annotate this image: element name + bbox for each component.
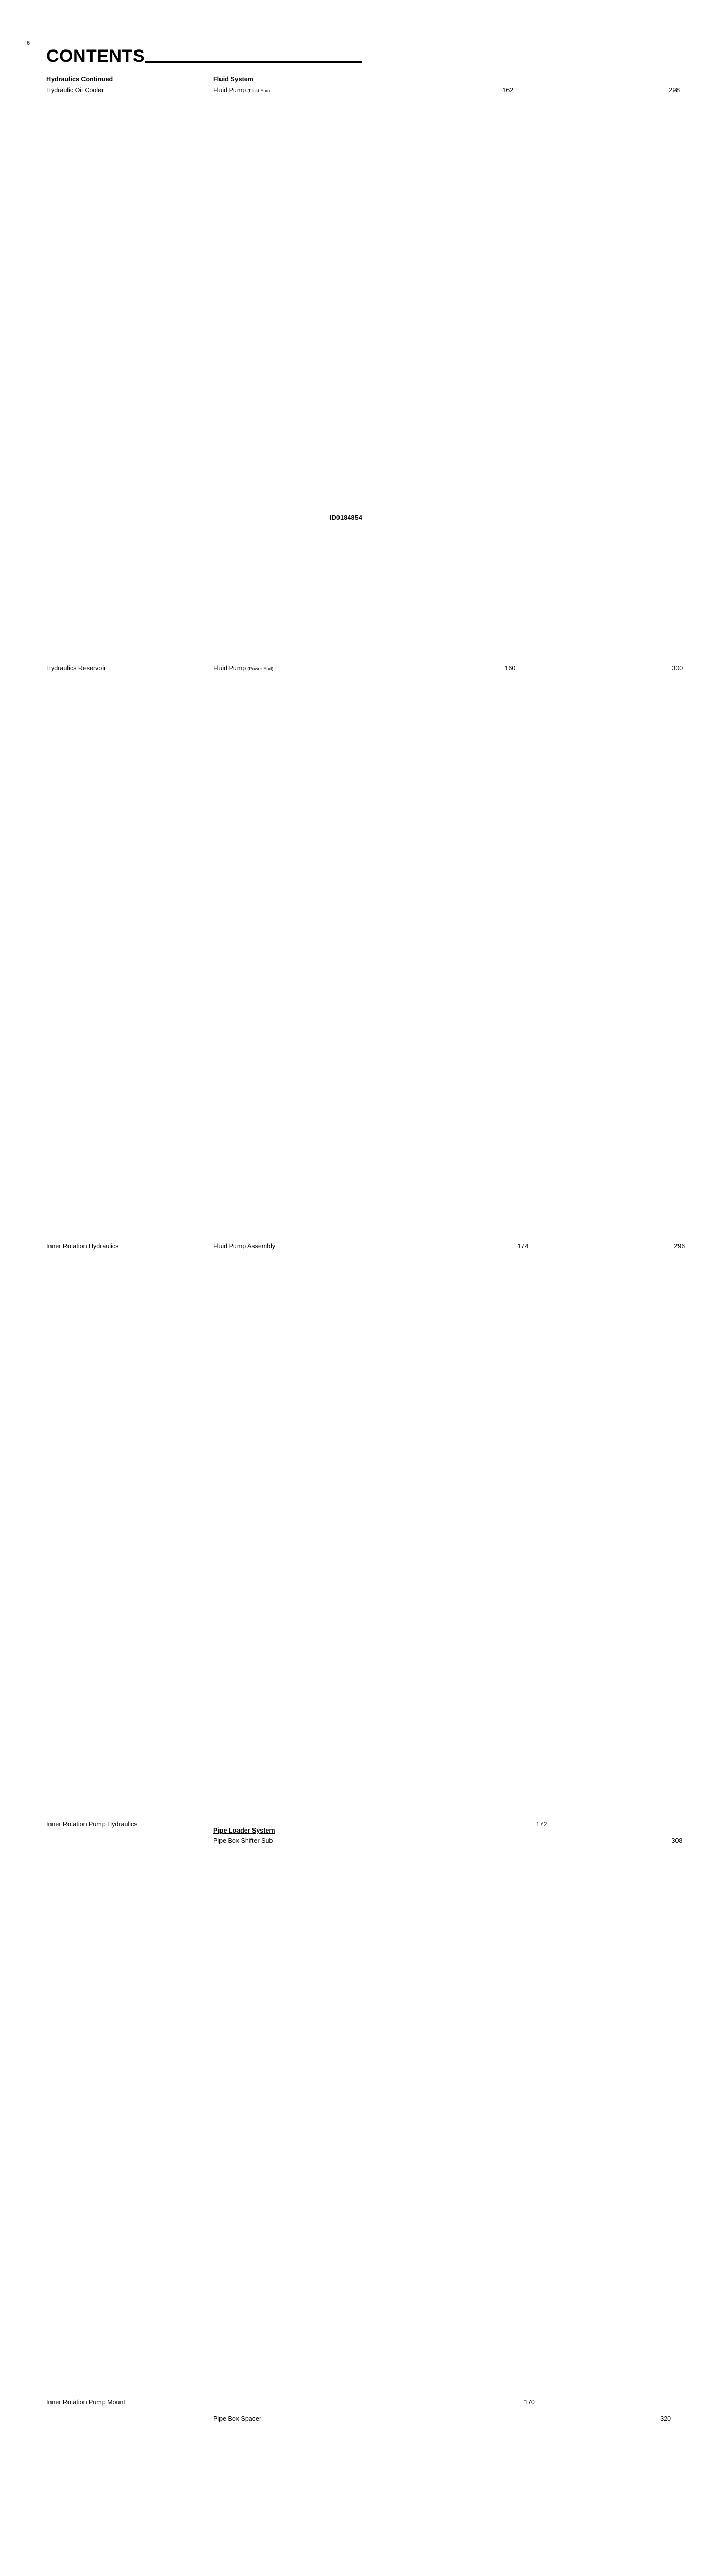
toc-entry-label: Fluid Pump: [213, 86, 246, 94]
page-number: 6: [27, 40, 30, 46]
section-heading: Hydraulics Continued: [46, 76, 113, 83]
section-heading: Pipe Loader System: [213, 1826, 275, 1834]
page-title: CONTENTS: [46, 46, 145, 66]
toc-entry-label: Pipe Box Spacer: [213, 2415, 262, 2423]
toc-entry-page: 160: [504, 664, 516, 672]
toc-entry-page: 174: [517, 1242, 529, 1250]
toc-entry-qualifier: (Fluid End): [247, 88, 270, 93]
toc-entry-page: 296: [674, 1242, 685, 1250]
toc-entry-label: Fluid Pump Assembly: [213, 1242, 276, 1250]
toc-entry-page: 162: [502, 86, 514, 94]
toc-entry-label: Fluid Pump: [213, 664, 246, 672]
toc-entry-page: 300: [672, 664, 683, 672]
toc-entry-page: 308: [671, 1837, 683, 1845]
document-id: ID0184854: [330, 514, 362, 521]
title-rule: [145, 61, 362, 63]
contents-columns: [46, 76, 685, 2576]
toc-entry-qualifier: (Power End): [247, 666, 274, 671]
toc-entry-label: Hydraulic Oil Cooler: [46, 86, 104, 94]
toc-entry-label: Hydraulics Reservoir: [46, 664, 106, 672]
toc-entry-label: Inner Rotation Pump Mount: [46, 2398, 125, 2406]
contents-header: [46, 47, 362, 65]
section-heading: Fluid System: [213, 76, 253, 83]
toc-entry-label: Inner Rotation Hydraulics: [46, 1242, 119, 1250]
toc-entry-page: 298: [669, 86, 680, 94]
toc-entry-page: 320: [660, 2415, 671, 2423]
toc-entry-page: 172: [536, 1820, 547, 1828]
toc-entry-label: Pipe Box Shifter Sub: [213, 1837, 273, 1845]
toc-entry-page: 170: [524, 2398, 535, 2406]
toc-entry-label: Inner Rotation Pump Hydraulics: [46, 1820, 138, 1828]
